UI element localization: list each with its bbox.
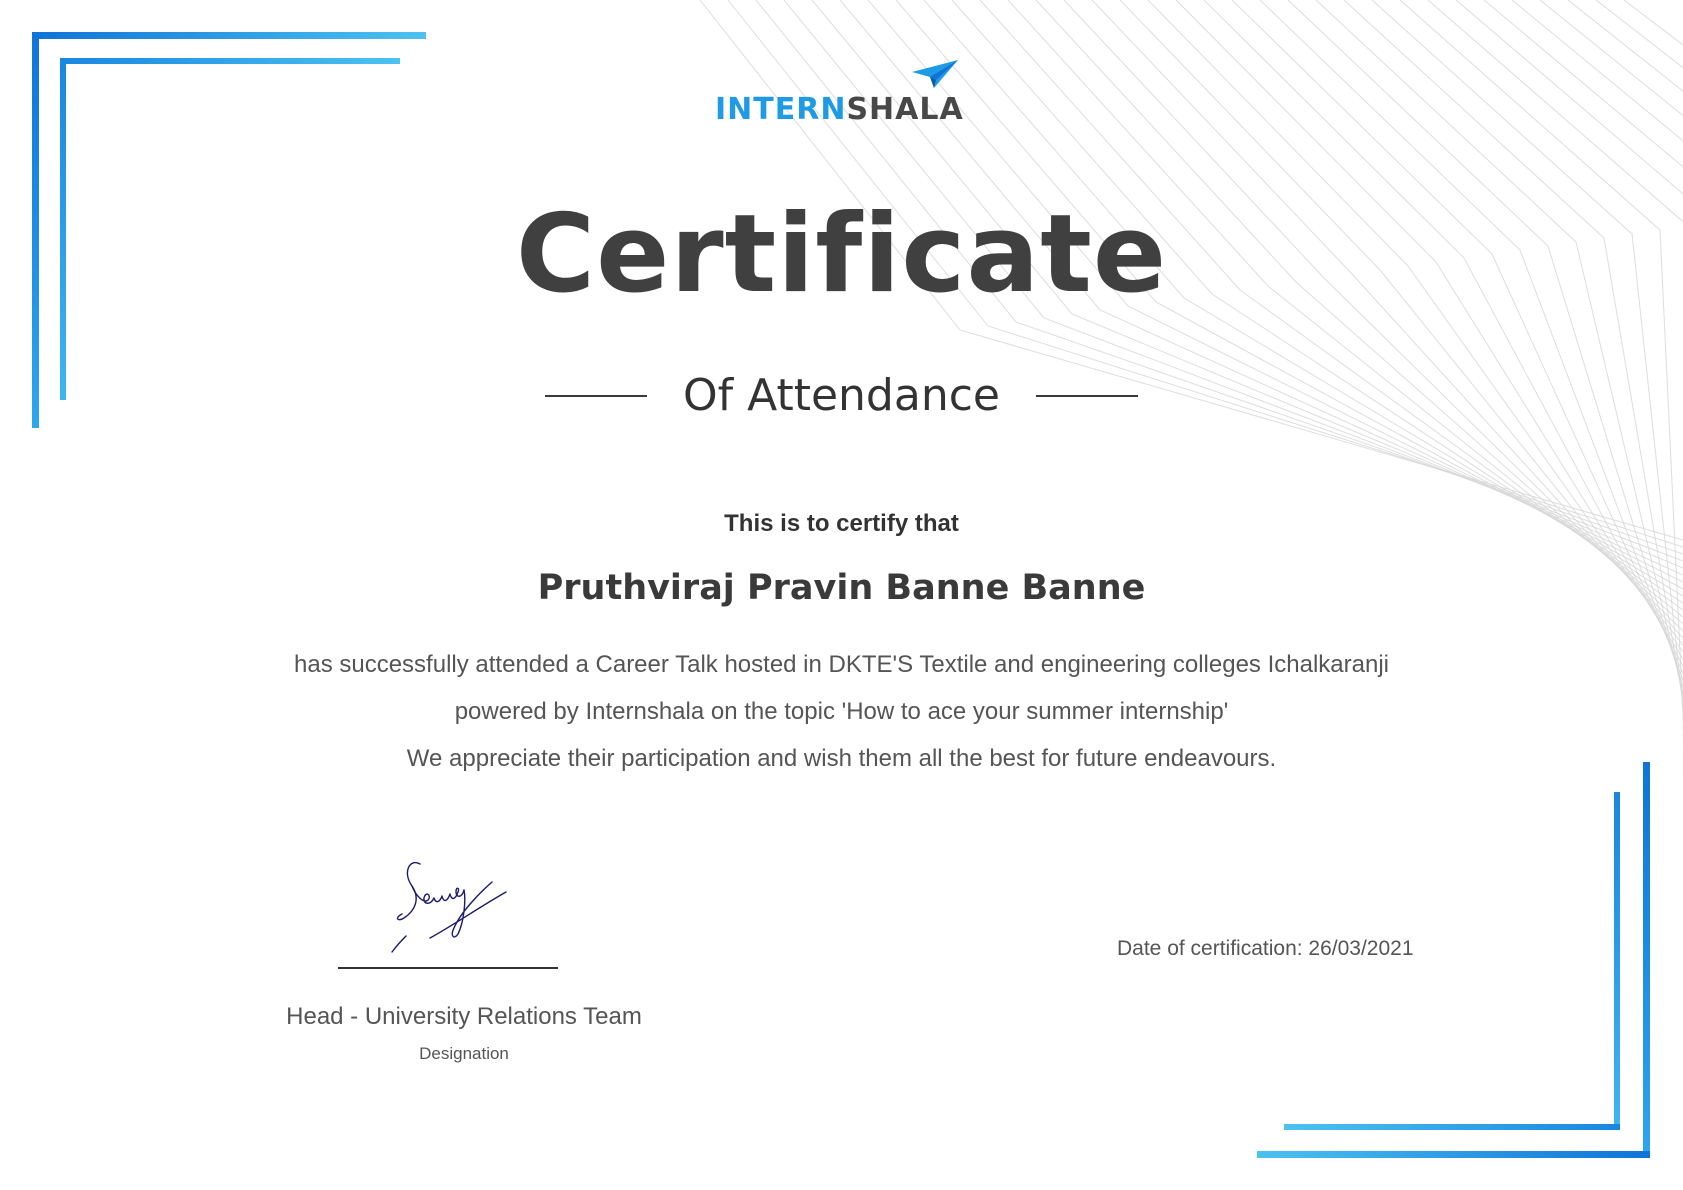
subtitle-right-rule [1036, 395, 1138, 397]
certificate-body-line-1: has successfully attended a Career Talk hosted in DKTE'S Textile and engineering colleges Ichalkaranji [294, 651, 1389, 678]
paper-plane-icon [910, 58, 960, 92]
pattern-line [1456, 0, 1683, 729]
signature-line [338, 967, 558, 969]
corner-frame-top-left-inner-horizontal [60, 58, 400, 64]
pattern-line [1204, 0, 1683, 666]
corner-frame-top-left-outer-horizontal [32, 32, 426, 39]
pattern-line [1148, 0, 1683, 652]
handwritten-signature [390, 852, 520, 962]
certification-date: Date of certification: 26/03/2021 [1117, 937, 1414, 960]
logo-wordmark-shala: SHALA [846, 92, 964, 127]
certificate-subtitle: Of Attendance [683, 370, 1000, 421]
subtitle-row [0, 368, 1683, 424]
certificate-body-line-2: powered by Internshala on the topic 'How to ace your summer internship' [454, 698, 1229, 725]
logo-wordmark-intern: INTERN [715, 92, 847, 127]
pattern-line [1176, 0, 1683, 659]
recipient-name: Pruthviraj Pravin Banne Banne [537, 568, 1146, 608]
signer-designation-label: Designation [419, 1044, 509, 1063]
subtitle-left-rule [545, 395, 647, 397]
logo-wordmark [715, 92, 964, 127]
pattern-line [1428, 0, 1683, 722]
corner-frame-bottom-right-outer-horizontal [1257, 1151, 1650, 1158]
corner-frame-bottom-right-inner-horizontal [1284, 1124, 1620, 1130]
corner-frame-bottom-right-outer-vertical [1643, 762, 1650, 1158]
certify-statement: This is to certify that [724, 510, 959, 537]
certificate-body-line-3: We appreciate their participation and wish them all the best for future endeavours. [406, 745, 1277, 772]
internshala-logo [715, 58, 975, 128]
certificate-title: Certificate [515, 192, 1168, 317]
signer-role: Head - University Relations Team [286, 1003, 642, 1030]
corner-frame-bottom-right-inner-vertical [1614, 792, 1620, 1130]
